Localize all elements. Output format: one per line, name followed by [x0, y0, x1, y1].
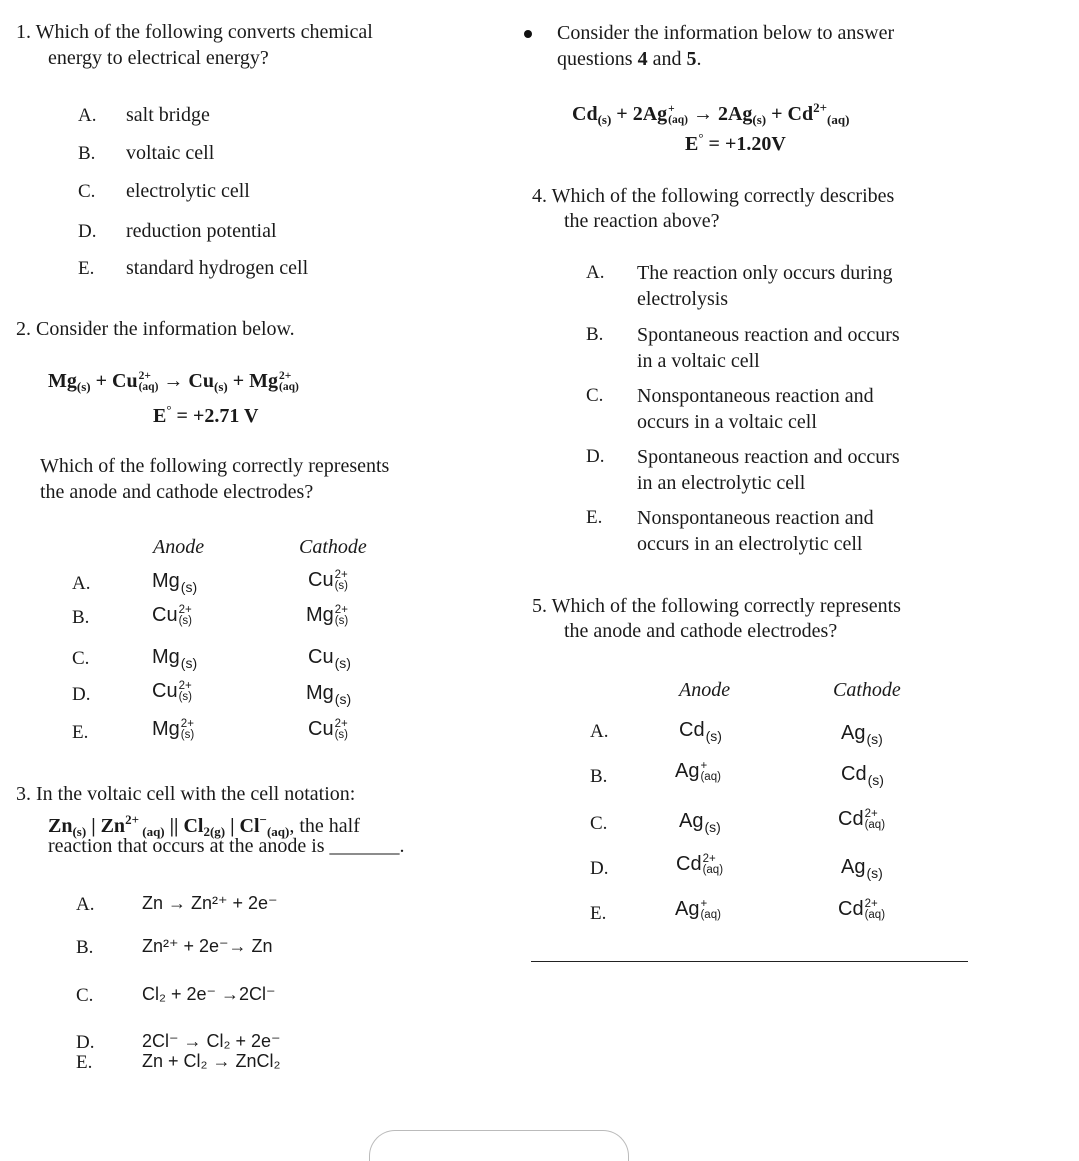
q5-option-d-letter: D. — [590, 858, 609, 879]
q5-stem-line2: the anode and cathode electrodes? — [564, 620, 838, 642]
q5-option-c-anode[interactable]: Ag (s) — [679, 810, 721, 835]
q5-option-e-anode[interactable]: Ag + (aq) — [675, 897, 721, 921]
q4-option-d-letter: D. — [586, 446, 605, 467]
q4-option-c-line2[interactable]: occurs in a voltaic cell — [637, 411, 817, 433]
q2-header-cathode: Cathode — [299, 536, 367, 558]
q4-option-a-line2[interactable]: electrolysis — [637, 288, 729, 310]
q4-option-e-line1[interactable]: Nonspontaneous reaction and — [637, 507, 874, 529]
q1-option-d-text[interactable]: reduction potential — [126, 220, 277, 242]
q3-option-e-letter: E. — [76, 1052, 93, 1073]
q3-option-e-text[interactable]: Zn + Cl₂ → ZnCl₂ — [142, 1051, 281, 1071]
q4-option-d-line2[interactable]: in an electrolytic cell — [637, 472, 806, 494]
q1-option-a-text[interactable]: salt bridge — [126, 104, 210, 126]
q2-option-e-anode[interactable]: Mg 2+ (s) — [152, 717, 195, 741]
q2-option-b-cathode[interactable]: Mg 2+ (s) — [306, 603, 349, 627]
q1-stem-line1: 1. Which of the following converts chemical — [16, 21, 373, 43]
q5-option-d-anode[interactable]: Cd 2+ (aq) — [676, 852, 724, 876]
q1-option-e-text[interactable]: standard hydrogen cell — [126, 257, 309, 279]
q1-option-e-letter: E. — [78, 258, 95, 279]
q2-stem-line1: 2. Consider the information below. — [16, 318, 295, 340]
q5-option-a-anode[interactable]: Cd (s) — [679, 719, 722, 744]
q2-option-a-cathode[interactable]: Cu 2+ (s) — [308, 568, 348, 592]
q5-stem-line1: 5. Which of the following correctly represents — [532, 595, 901, 617]
q3-option-b-letter: B. — [76, 937, 94, 958]
q2-option-b-anode[interactable]: Cu 2+ (s) — [152, 603, 192, 627]
q5-option-b-letter: B. — [590, 766, 608, 787]
q2-prompt-line1: Which of the following correctly represents — [40, 455, 390, 477]
bottom-tab[interactable] — [369, 1130, 629, 1161]
q4-option-b-line1[interactable]: Spontaneous reaction and occurs — [637, 324, 900, 346]
q5-header-cathode: Cathode — [833, 679, 901, 701]
q2-option-d-anode[interactable]: Cu 2+ (s) — [152, 679, 192, 703]
q4-option-c-line1[interactable]: Nonspontaneous reaction and — [637, 385, 874, 407]
q4-option-c-letter: C. — [586, 385, 604, 406]
section-divider — [531, 961, 968, 962]
q2-reaction-equation: $Mg_{(s)} + Cu$ 2+ (aq) → $Cu_{(s)} + Mg$ 2+ (aq) — [48, 370, 299, 394]
q5-option-c-cathode[interactable]: Cd 2+ (aq) — [838, 807, 886, 831]
q4-option-e-line2[interactable]: occurs in an electrolytic cell — [637, 533, 863, 555]
info-standard-potential: E° = +1.20V — [685, 130, 786, 155]
q2-option-e-letter: E. — [72, 722, 89, 743]
q3-option-c-letter: C. — [76, 985, 94, 1006]
info-line1: Consider the information below to answer — [557, 22, 895, 44]
q3-option-a-letter: A. — [76, 894, 95, 915]
q3-stem-line1: 3. In the voltaic cell with the cell notation: — [16, 783, 356, 805]
q3-option-c-text[interactable]: Cl₂ + 2e⁻ →2Cl⁻ — [142, 984, 276, 1004]
q4-stem-line2: the reaction above? — [564, 210, 720, 232]
q1-stem-line2: energy to electrical energy? — [48, 47, 269, 69]
q3-stem-line3: reaction that occurs at the anode is _______. — [48, 835, 405, 857]
q2-option-a-anode[interactable]: Mg (s) — [152, 570, 198, 595]
q1-option-d-letter: D. — [78, 221, 97, 242]
q3-option-d-text[interactable]: 2Cl⁻ → Cl₂ + 2e⁻ — [142, 1031, 281, 1051]
q2-standard-potential: E° = +2.71 V — [153, 402, 259, 427]
q1-option-c-letter: C. — [78, 181, 96, 202]
q5-option-e-letter: E. — [590, 903, 607, 924]
q4-stem-line1: 4. Which of the following correctly describes — [532, 185, 895, 207]
info-reaction-equation: $Cd_{(s)} + 2Ag$ + (aq) → $2Ag_{(s)} + Cd^{2+}_{(aq)}$ — [572, 100, 850, 127]
q2-option-c-anode[interactable]: Mg (s) — [152, 646, 198, 671]
q5-header-anode: Anode — [679, 679, 731, 701]
q2-option-c-cathode[interactable]: Cu (s) — [308, 646, 351, 671]
q5-option-b-cathode[interactable]: Cd (s) — [841, 763, 884, 788]
q2-header-anode: Anode — [153, 536, 205, 558]
q3-cell-notation: $Zn_{(s)}$ | $Zn^{2+}$ $_{(aq)}$ || $Cl_{2(g)}$ | $Cl^-_{(aq)}$, the half — [48, 812, 360, 839]
q4-option-a-letter: A. — [586, 262, 605, 283]
q2-option-c-letter: C. — [72, 648, 90, 669]
q3-option-d-letter: D. — [76, 1032, 95, 1053]
q4-option-b-letter: B. — [586, 324, 604, 345]
q4-option-e-letter: E. — [586, 507, 603, 528]
q2-option-b-letter: B. — [72, 607, 90, 628]
q4-option-b-line2[interactable]: in a voltaic cell — [637, 350, 760, 372]
q1-option-b-letter: B. — [78, 143, 96, 164]
q1-option-c-text[interactable]: electrolytic cell — [126, 180, 250, 202]
q5-option-a-cathode[interactable]: Ag (s) — [841, 722, 883, 747]
q1-option-a-letter: A. — [78, 105, 97, 126]
q5-option-e-cathode[interactable]: Cd 2+ (aq) — [838, 897, 886, 921]
q2-option-a-letter: A. — [72, 573, 91, 594]
q4-option-d-line1[interactable]: Spontaneous reaction and occurs — [637, 446, 900, 468]
q2-option-e-cathode[interactable]: Cu 2+ (s) — [308, 717, 348, 741]
q2-option-d-cathode[interactable]: Mg (s) — [306, 682, 352, 707]
q1-option-b-text[interactable]: voltaic cell — [126, 142, 215, 164]
q5-option-a-letter: A. — [590, 721, 609, 742]
q2-option-d-letter: D. — [72, 684, 91, 705]
q2-prompt-line2: the anode and cathode electrodes? — [40, 481, 314, 503]
q3-option-b-text[interactable]: Zn²⁺ + 2e⁻→ Zn — [142, 936, 273, 956]
q5-option-d-cathode[interactable]: Ag (s) — [841, 856, 883, 881]
bullet-point — [524, 30, 532, 38]
info-line2: questions 4 and 5. — [557, 48, 702, 70]
q5-option-c-letter: C. — [590, 813, 608, 834]
q3-option-a-text[interactable]: Zn → Zn²⁺ + 2e⁻ — [142, 893, 278, 913]
q4-option-a-line1[interactable]: The reaction only occurs during — [637, 262, 893, 284]
q5-option-b-anode[interactable]: Ag + (aq) — [675, 759, 721, 783]
